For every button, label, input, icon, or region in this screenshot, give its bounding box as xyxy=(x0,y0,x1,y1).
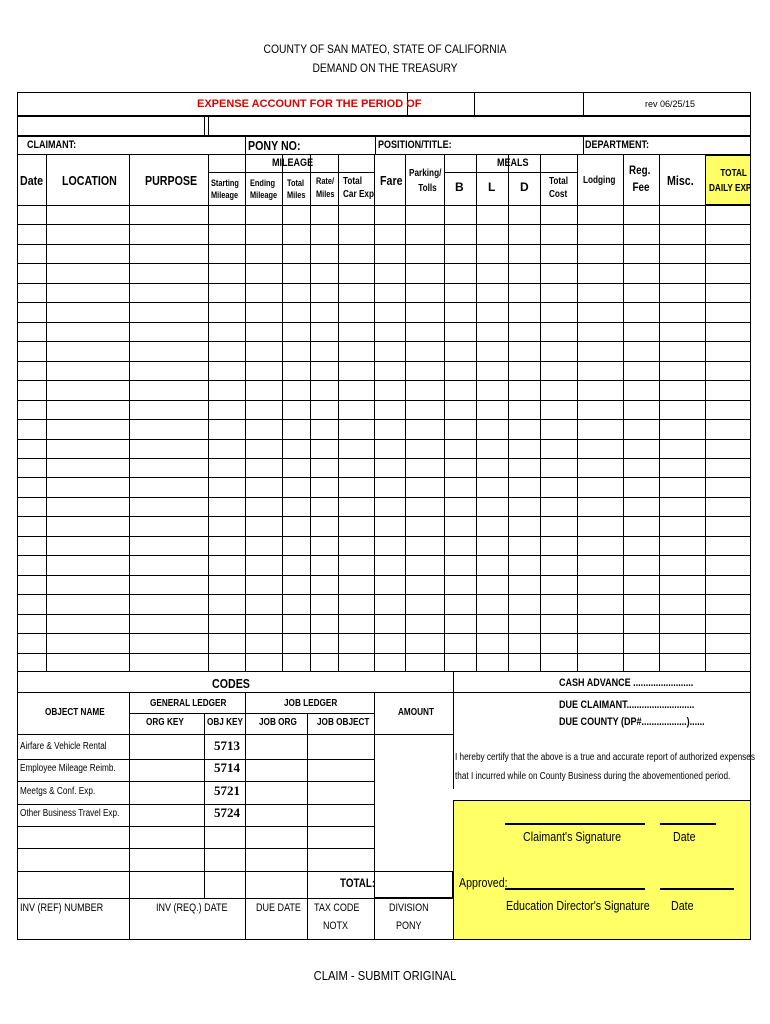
table-row[interactable] xyxy=(17,594,751,595)
object-name: Airfare & Vehicle Rental xyxy=(20,741,107,752)
table-row[interactable] xyxy=(17,516,751,517)
org-key-header: ORG KEY xyxy=(146,717,184,728)
table-row[interactable] xyxy=(17,224,751,225)
parking-tolls: Parking/ Tolls xyxy=(409,168,442,194)
due-claimant: DUE CLAIMANT........................... xyxy=(559,699,695,711)
due-county: DUE COUNTY (DP#..................)...... xyxy=(559,716,705,728)
total-amount-cell[interactable] xyxy=(374,871,453,898)
approved-label: Approved: xyxy=(459,875,508,890)
inv-ref-number: INV (REF) NUMBER xyxy=(20,902,104,914)
expense-title: EXPENSE ACCOUNT FOR THE PERIOD OF xyxy=(197,98,422,110)
total-daily-exp: TOTAL DAILY EXP xyxy=(709,168,752,194)
table-row[interactable] xyxy=(17,536,751,537)
table-row[interactable] xyxy=(17,458,751,459)
meal-b: B xyxy=(455,180,464,194)
blank-row xyxy=(17,116,751,136)
date-1: Date xyxy=(673,829,696,844)
tax-code-value: NOTX xyxy=(323,920,349,932)
obj-key-code: 5724 xyxy=(214,805,240,820)
expense-table xyxy=(17,136,751,672)
reg-fee: Reg. Fee xyxy=(629,163,651,194)
rev-date: rev 06/25/15 xyxy=(645,99,696,109)
table-row[interactable] xyxy=(17,633,751,634)
meal-d: D xyxy=(520,180,529,194)
rate-miles: Rate/ Miles xyxy=(316,176,335,199)
total-cost: Total Cost xyxy=(549,176,568,200)
meals-header: MEALS xyxy=(497,157,529,169)
object-name: Meetgs & Conf. Exp. xyxy=(20,786,96,797)
job-org-header: JOB ORG xyxy=(259,717,297,728)
ending-mileage: Ending Mileage xyxy=(250,178,278,200)
certify-line1: I hereby certify that the above is a true and accurate report of authorized expenses xyxy=(455,752,755,763)
starting-mileage: Starting Mileage xyxy=(211,178,239,200)
meal-l: L xyxy=(488,180,496,194)
obj-key-code: 5714 xyxy=(214,760,240,775)
lodging-header: Lodging xyxy=(583,175,616,186)
job-object-header: JOB OBJECT xyxy=(317,717,370,728)
pony-no-label: PONY NO: xyxy=(248,138,301,153)
purpose-header: PURPOSE xyxy=(145,173,198,188)
total-label: TOTAL: xyxy=(340,876,376,890)
claimant-signature[interactable]: Claimant's Signature xyxy=(523,829,622,844)
obj-key-code: 5721 xyxy=(214,783,240,798)
amount-header: AMOUNT xyxy=(398,707,434,718)
certify-line2: that I incurred while on County Business during the abovementioned period. xyxy=(455,771,731,782)
signature-area xyxy=(453,800,751,940)
table-row[interactable] xyxy=(17,497,751,498)
department-label: DEPARTMENT: xyxy=(585,139,649,151)
table-row[interactable] xyxy=(17,322,751,323)
object-name: Employee Mileage Reimb. xyxy=(20,763,116,774)
object-name: Other Business Travel Exp. xyxy=(20,808,120,819)
total-car-exp: Total Car Exp xyxy=(343,176,374,200)
misc-header: Misc. xyxy=(667,173,694,188)
table-row[interactable] xyxy=(17,419,751,420)
date-2: Date xyxy=(671,898,694,913)
table-row[interactable] xyxy=(17,244,751,245)
table-row[interactable] xyxy=(17,263,751,264)
table-row[interactable] xyxy=(17,653,751,654)
location-header: LOCATION xyxy=(62,173,117,188)
fare-header: Fare xyxy=(380,173,403,188)
table-row[interactable] xyxy=(17,575,751,576)
job-ledger-header: JOB LEDGER xyxy=(284,698,338,709)
table-row[interactable] xyxy=(17,302,751,303)
county-header: COUNTY OF SAN MATEO, STATE OF CALIFORNIA xyxy=(263,42,507,56)
position-label: POSITION/TITLE: xyxy=(378,139,452,151)
table-row[interactable] xyxy=(17,361,751,362)
claimant-label: CLAIMANT: xyxy=(27,139,77,151)
mileage-header: MILEAGE xyxy=(272,157,314,169)
obj-key-code: 5713 xyxy=(214,738,240,753)
tax-code: TAX CODE xyxy=(314,902,360,914)
division: DIVISION xyxy=(389,902,429,914)
table-row[interactable] xyxy=(17,380,751,381)
table-row[interactable] xyxy=(17,400,751,401)
director-signature[interactable]: Education Director's Signature xyxy=(506,898,650,913)
division-value: PONY xyxy=(396,920,422,932)
due-date: DUE DATE xyxy=(256,902,301,914)
obj-key-header: OBJ KEY xyxy=(207,717,244,728)
object-name-header: OBJECT NAME xyxy=(45,707,105,718)
date-header: Date xyxy=(20,173,44,188)
footer: CLAIM - SUBMIT ORIGINAL xyxy=(313,968,457,983)
demand-header: DEMAND ON THE TREASURY xyxy=(312,61,458,75)
table-row[interactable] xyxy=(17,439,751,440)
table-row[interactable] xyxy=(17,555,751,556)
inv-req-date: INV (REQ.) DATE xyxy=(156,902,228,914)
cash-advance: CASH ADVANCE ........................ xyxy=(559,677,694,689)
total-miles: Total Miles xyxy=(287,178,306,200)
table-row[interactable] xyxy=(17,341,751,342)
table-row[interactable] xyxy=(17,283,751,284)
codes-title: CODES xyxy=(211,676,250,691)
table-row[interactable] xyxy=(17,477,751,478)
table-row[interactable] xyxy=(17,614,751,615)
general-ledger-header: GENERAL LEDGER xyxy=(150,698,227,709)
